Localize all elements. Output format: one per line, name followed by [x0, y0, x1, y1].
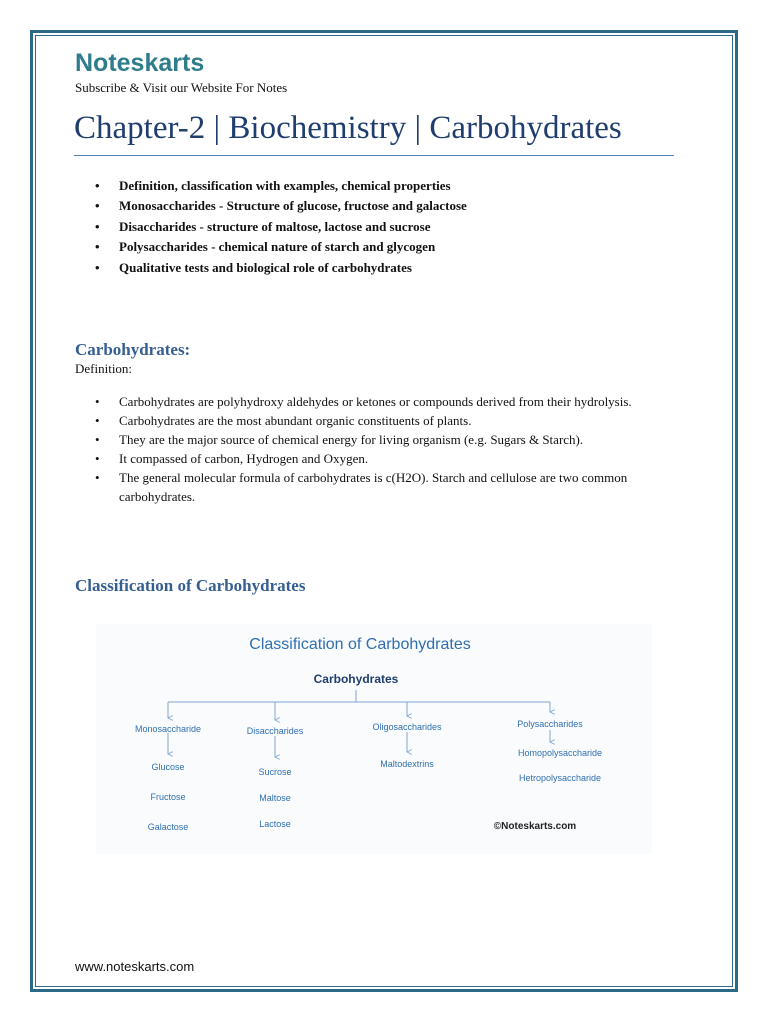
carbohydrates-heading: Carbohydrates:	[75, 340, 191, 359]
item-glucose: Glucose	[151, 762, 185, 772]
classification-diagram-svg	[96, 624, 652, 854]
topic-item: • Polysaccharides - chemical nature of starch and glycogen	[75, 237, 675, 257]
topic-item: • Monosaccharides - Structure of glucose, fructose and galactose	[75, 196, 675, 216]
topic-list	[75, 176, 675, 278]
category-monosaccharide: Monosaccharide	[134, 724, 202, 734]
topic-item: • Definition, classification with examples, chemical properties	[75, 176, 675, 196]
definition-point: • The general molecular formula of carbohydrates is c(H2O). Starch and cellulose are two common carbohydrates.	[75, 468, 675, 506]
definition-point: • It compassed of carbon, Hydrogen and Oxygen.	[75, 449, 675, 468]
item-lactose: Lactose	[259, 819, 291, 829]
classification-heading: Classification of Carbohydrates	[75, 576, 306, 595]
classification-diagram	[96, 624, 652, 854]
diagram-title: Classification of Carbohydrates	[249, 636, 471, 653]
category-oligosaccharides: Oligosaccharides	[372, 722, 442, 732]
title-underline	[74, 155, 674, 156]
definition-point: • They are the major source of chemical energy for living organism (e.g. Sugars & Starch).	[75, 430, 675, 449]
item-homopolysaccharide: Homopolysaccharide	[517, 748, 603, 758]
diagram-root: Carbohydrates	[313, 672, 399, 686]
definition-point: • Carbohydrates are the most abundant organic constituents of plants.	[75, 411, 675, 430]
chapter-title: Chapter-2 | Biochemistry | Carbohydrates	[74, 110, 622, 146]
item-maltose: Maltose	[259, 793, 291, 803]
definition-point: • Carbohydrates are polyhydroxy aldehydes or ketones or compounds derived from their hydrolysis.	[75, 392, 675, 411]
item-sucrose: Sucrose	[258, 767, 292, 777]
topic-item: • Qualitative tests and biological role of carbohydrates	[75, 258, 675, 278]
item-hetropolysaccharide: Hetropolysaccharide	[518, 773, 602, 783]
tagline: Subscribe & Visit our Website For Notes	[75, 80, 288, 95]
item-fructose: Fructose	[150, 792, 186, 802]
diagram-copyright: ©Noteskarts.com	[493, 821, 577, 832]
brand-name: Noteskarts	[75, 49, 205, 77]
item-galactose: Galactose	[147, 822, 189, 832]
category-polysaccharides: Polysaccharides	[517, 719, 583, 729]
footer-url: www.noteskarts.com	[75, 959, 195, 974]
category-disaccharides: Disaccharides	[246, 726, 304, 736]
definition-list	[75, 392, 675, 506]
definition-label: Definition:	[75, 361, 133, 376]
item-maltodextrins: Maltodextrins	[380, 759, 434, 769]
topic-item: • Disaccharides - structure of maltose, lactose and sucrose	[75, 217, 675, 237]
diagram-background	[96, 624, 652, 854]
